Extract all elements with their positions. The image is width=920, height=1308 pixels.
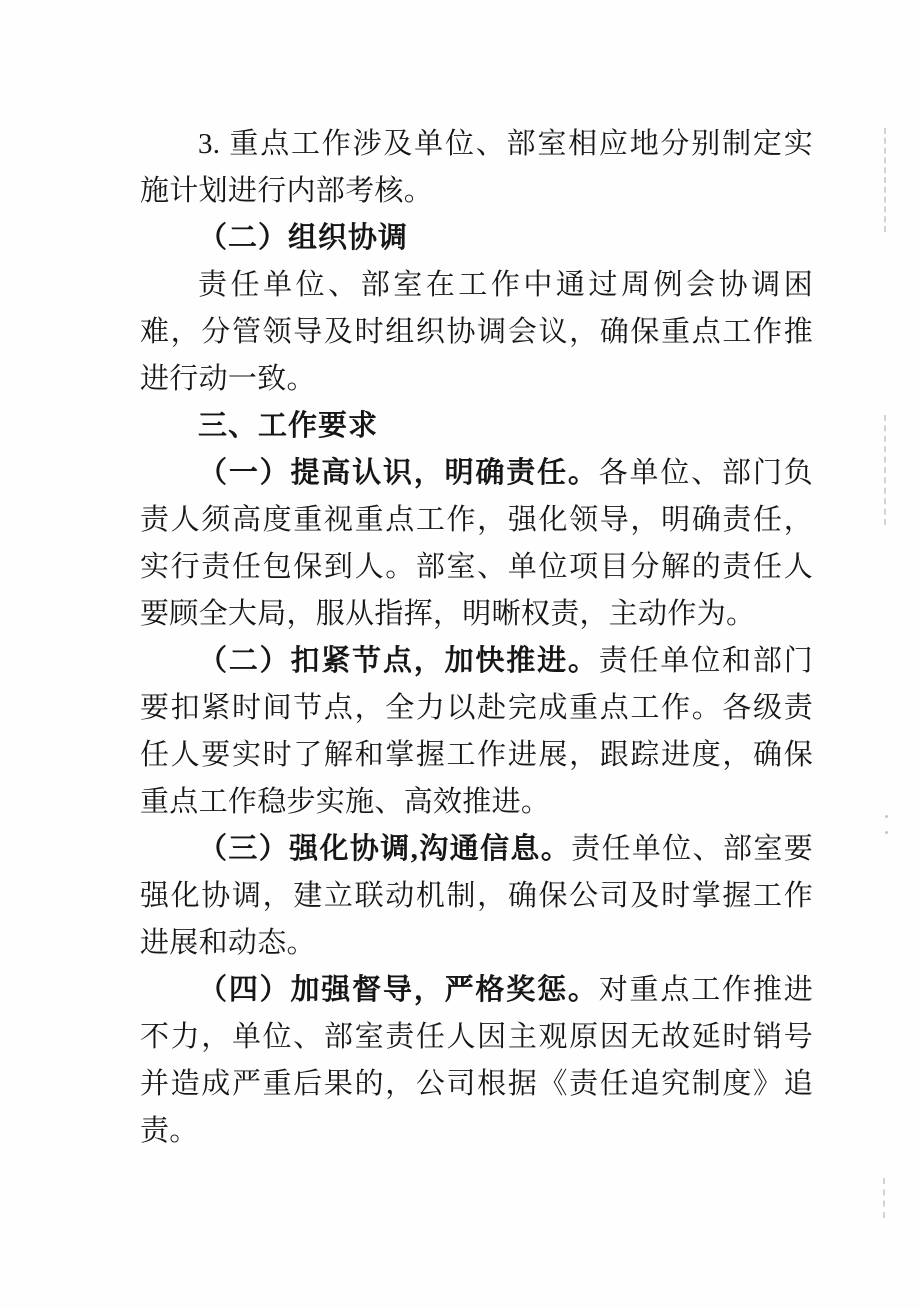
scan-artifact-line bbox=[884, 128, 886, 232]
paragraph bbox=[140, 967, 813, 1155]
paragraph-text: 责任单位、部室要强化协调，建立联动机制，确保公司及时掌握工作进展和动态。 bbox=[140, 833, 813, 959]
scan-artifact-line bbox=[883, 1178, 885, 1218]
document-body bbox=[140, 121, 813, 1155]
paragraph-lead-bold: （一）提高认识，明确责任。 bbox=[198, 457, 599, 489]
paragraph-text: 对重点工作推进不力，单位、部室责任人因主观原因无故延时销号并造成严重后果的，公司根据《责任追究制度》追责。 bbox=[140, 974, 813, 1147]
scan-artifact-dot bbox=[885, 831, 888, 834]
scan-artifact-dot bbox=[885, 815, 888, 818]
paragraph bbox=[140, 121, 813, 215]
paragraph-text: 责任单位、部室在工作中通过周例会协调困难，分管领导及时组织协调会议，确保重点工作推进行动一致。 bbox=[140, 269, 813, 395]
paragraph-lead-bold: （三）强化协调,沟通信息。 bbox=[198, 833, 572, 865]
paragraph-text: 3. 重点工作涉及单位、部室相应地分别制定实施计划进行内部考核。 bbox=[140, 128, 813, 207]
paragraph bbox=[140, 826, 813, 967]
paragraph-lead-bold: （四）加强督导，严格奖惩。 bbox=[198, 974, 599, 1006]
paragraph-text: 责任单位和部门要扣紧时间节点，全力以赴完成重点工作。各级责任人要实时了解和掌握工作进展，跟踪进度，确保重点工作稳步实施、高效推进。 bbox=[140, 645, 813, 818]
paragraph-lead-bold: 三、工作要求 bbox=[198, 410, 379, 442]
paragraph bbox=[140, 262, 813, 403]
paragraph-lead-bold: （二）扣紧节点，加快推进。 bbox=[198, 645, 599, 677]
paragraph-text: 各单位、部门负责人须高度重视重点工作，强化领导，明确责任，实行责任包保到人。部室、单位项目分解的责任人要顾全大局，服从指挥，明晰权责，主动作为。 bbox=[140, 457, 813, 630]
paragraph-lead-bold: （二）组织协调 bbox=[198, 222, 409, 254]
paragraph bbox=[140, 450, 813, 638]
section-heading bbox=[140, 403, 813, 450]
paragraph bbox=[140, 638, 813, 826]
section-heading bbox=[140, 215, 813, 262]
scan-artifact-line bbox=[884, 415, 886, 525]
